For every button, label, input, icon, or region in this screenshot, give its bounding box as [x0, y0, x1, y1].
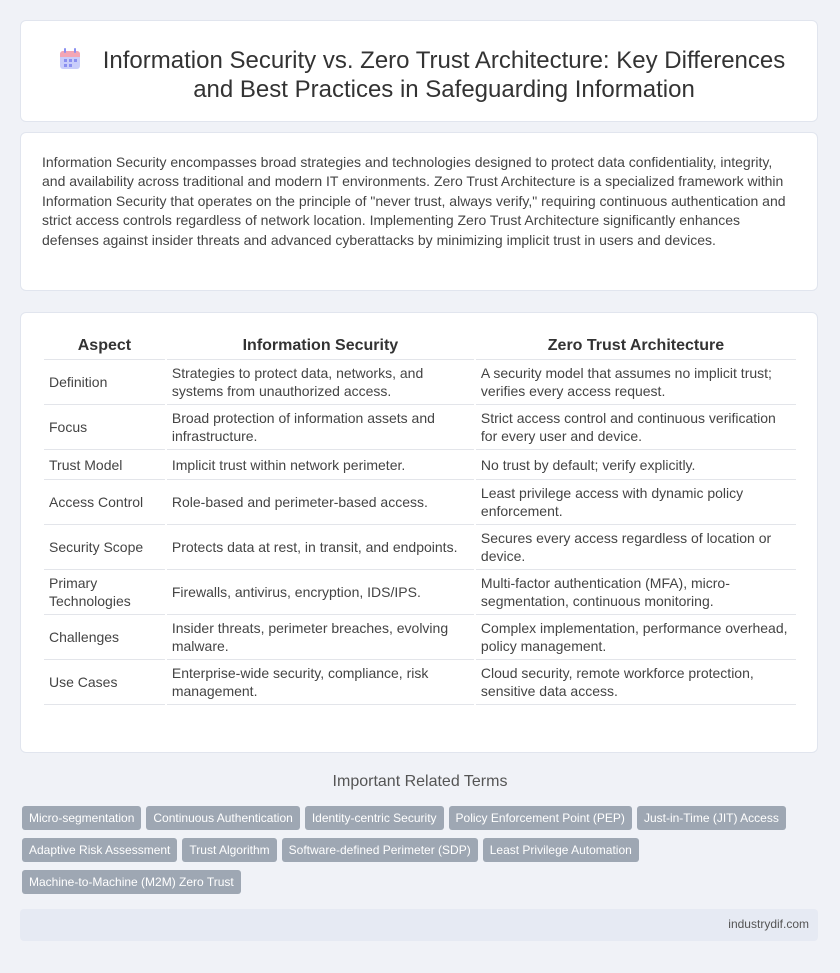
- related-term-tag[interactable]: Machine-to-Machine (M2M) Zero Trust: [22, 870, 241, 894]
- header-aspect: Aspect: [44, 333, 165, 360]
- calendar-icon: [59, 48, 81, 70]
- related-terms-heading: Important Related Terms: [332, 773, 508, 790]
- zerotrust-cell: Least privilege access with dynamic policy enforcement.: [476, 480, 796, 525]
- infosec-cell: Broad protection of information assets and infrastructure.: [167, 405, 474, 450]
- related-term-tag[interactable]: Identity-centric Security: [305, 806, 444, 830]
- aspect-cell: Use Cases: [44, 660, 165, 705]
- zerotrust-cell: Strict access control and continuous verification for every user and device.: [476, 405, 796, 450]
- table-row: [44, 525, 796, 570]
- aspect-cell: Access Control: [44, 480, 165, 525]
- related-terms-list: [22, 806, 822, 902]
- table-row: [44, 570, 796, 615]
- zerotrust-cell: Secures every access regardless of location or device.: [476, 525, 796, 570]
- infosec-cell: Protects data at rest, in transit, and endpoints.: [167, 525, 474, 570]
- table-header-row: [44, 333, 796, 360]
- intro-paragraph: Information Security encompasses broad strategies and technologies designed to protect data confidentiality, integrity, and availability across traditional and modern IT environments. Zero Trust Architecture is a specialized framework within Information Security that operates on the principle of "never trust, always verify," requiring continuous authentication and strict access controls regardless of network location. Implementing Zero Trust Architecture significantly enhances defenses against insider threats and advanced cyberattacks by minimizing implicit trust in users and devices.: [42, 154, 786, 248]
- table-row: [44, 660, 796, 705]
- infosec-cell: Firewalls, antivirus, encryption, IDS/IPS.: [167, 570, 474, 615]
- header-zero-trust: Zero Trust Architecture: [476, 333, 796, 360]
- table-row: [44, 480, 796, 525]
- table-row: [44, 615, 796, 660]
- table-row: [44, 405, 796, 450]
- infosec-cell: Role-based and perimeter-based access.: [167, 480, 474, 525]
- aspect-cell: Definition: [44, 360, 165, 405]
- infosec-cell: Enterprise-wide security, compliance, risk management.: [167, 660, 474, 705]
- zerotrust-cell: A security model that assumes no implicit trust; verifies every access request.: [476, 360, 796, 405]
- header-information-security: Information Security: [167, 333, 474, 360]
- comparison-table: [42, 333, 798, 705]
- zerotrust-cell: No trust by default; verify explicitly.: [476, 450, 796, 480]
- footer: [20, 909, 818, 941]
- intro-card: [20, 132, 818, 291]
- related-term-tag[interactable]: Trust Algorithm: [182, 838, 276, 862]
- comparison-table-card: [20, 312, 818, 753]
- aspect-cell: Focus: [44, 405, 165, 450]
- related-term-tag[interactable]: Software-defined Perimeter (SDP): [282, 838, 478, 862]
- related-term-tag[interactable]: Micro-segmentation: [22, 806, 141, 830]
- footer-site-link[interactable]: industrydif.com: [728, 917, 809, 931]
- aspect-cell: Challenges: [44, 615, 165, 660]
- infosec-cell: Implicit trust within network perimeter.: [167, 450, 474, 480]
- zerotrust-cell: Multi-factor authentication (MFA), micro-segmentation, continuous monitoring.: [476, 570, 796, 615]
- related-term-tag[interactable]: Policy Enforcement Point (PEP): [449, 806, 632, 830]
- header-card: [20, 20, 818, 122]
- related-term-tag[interactable]: Continuous Authentication: [146, 806, 299, 830]
- aspect-cell: Trust Model: [44, 450, 165, 480]
- table-row: [44, 450, 796, 480]
- related-term-tag[interactable]: Least Privilege Automation: [483, 838, 639, 862]
- aspect-cell: Security Scope: [44, 525, 165, 570]
- zerotrust-cell: Cloud security, remote workforce protection, sensitive data access.: [476, 660, 796, 705]
- infosec-cell: Strategies to protect data, networks, and systems from unauthorized access.: [167, 360, 474, 405]
- infosec-cell: Insider threats, perimeter breaches, evolving malware.: [167, 615, 474, 660]
- zerotrust-cell: Complex implementation, performance overhead, policy management.: [476, 615, 796, 660]
- related-term-tag[interactable]: Adaptive Risk Assessment: [22, 838, 177, 862]
- aspect-cell: Primary Technologies: [44, 570, 165, 615]
- page-title: Information Security vs. Zero Trust Architecture: Key Differences and Best Practices in Safeguarding Information: [102, 47, 786, 103]
- related-term-tag[interactable]: Just-in-Time (JIT) Access: [637, 806, 786, 830]
- table-row: [44, 360, 796, 405]
